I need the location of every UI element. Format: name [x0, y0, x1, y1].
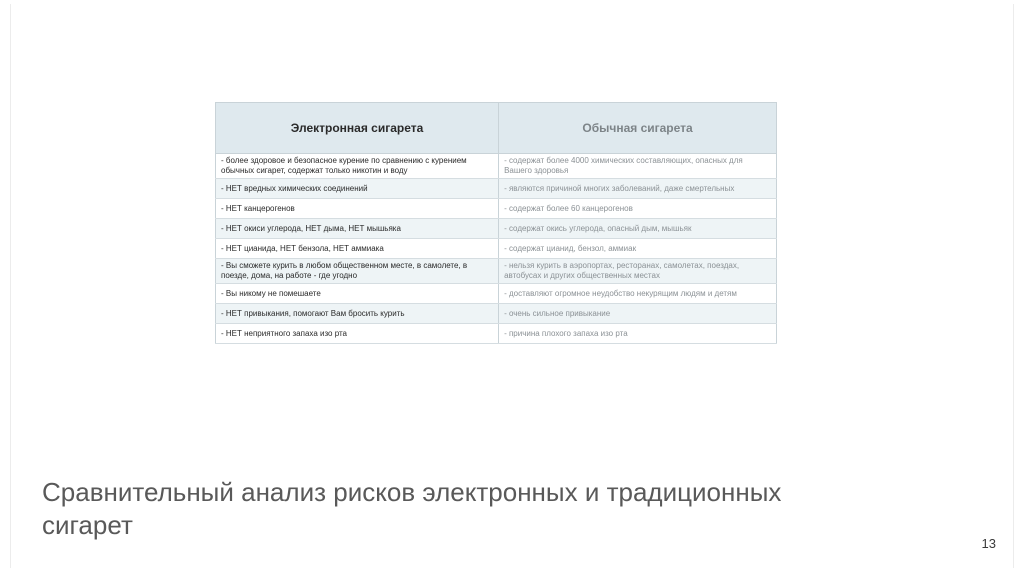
cell-regular-cigarette: - нельзя курить в аэропортах, ресторанах, самолетах, поездах, автобусах и других общественных местах: [499, 259, 777, 284]
slide-title: Сравнительный анализ рисков электронных и традиционных сигарет: [42, 477, 782, 540]
table-row: [216, 259, 777, 284]
table-row: [216, 154, 777, 179]
cell-e-cigarette: - НЕТ цианида, НЕТ бензола, НЕТ аммиака: [216, 239, 499, 259]
cell-e-cigarette: - НЕТ канцерогенов: [216, 199, 499, 219]
cell-regular-cigarette: - доставляют огромное неудобство некурящим людям и детям: [499, 284, 777, 304]
cell-e-cigarette: - НЕТ привыкания, помогают Вам бросить курить: [216, 304, 499, 324]
table-header-row: [216, 103, 777, 154]
header-regular-cigarette: Обычная сигарета: [499, 103, 777, 154]
slide-number: 13: [981, 536, 996, 551]
cell-regular-cigarette: - содержат более 4000 химических составляющих, опасных для Вашего здоровья: [499, 154, 777, 179]
header-e-cigarette: Электронная сигарета: [216, 103, 499, 154]
table-row: [216, 304, 777, 324]
cell-regular-cigarette: - очень сильное привыкание: [499, 304, 777, 324]
cell-regular-cigarette: - содержат окись углерода, опасный дым, мышьяк: [499, 219, 777, 239]
cell-regular-cigarette: - причина плохого запаха изо рта: [499, 324, 777, 344]
table-row: [216, 239, 777, 259]
cell-e-cigarette: - НЕТ неприятного запаха изо рта: [216, 324, 499, 344]
table-row: [216, 284, 777, 304]
table-row: [216, 179, 777, 199]
cell-e-cigarette: - более здоровое и безопасное курение по сравнению с курением обычных сигарет, содержат только никотин и воду: [216, 154, 499, 179]
cell-regular-cigarette: - содержат более 60 канцерогенов: [499, 199, 777, 219]
cell-regular-cigarette: - содержат цианид, бензол, аммиак: [499, 239, 777, 259]
table-row: [216, 324, 777, 344]
cell-e-cigarette: - НЕТ окиси углерода, НЕТ дыма, НЕТ мышьяка: [216, 219, 499, 239]
cell-e-cigarette: - Вы сможете курить в любом общественном месте, в самолете, в поезде, дома, на работе - где угодно: [216, 259, 499, 284]
cell-regular-cigarette: - являются причиной многих заболеваний, даже смертельных: [499, 179, 777, 199]
table-row: [216, 219, 777, 239]
comparison-table: [215, 102, 777, 344]
table-row: [216, 199, 777, 219]
cell-e-cigarette: - НЕТ вредных химических соединений: [216, 179, 499, 199]
cell-e-cigarette: - Вы никому не помешаете: [216, 284, 499, 304]
